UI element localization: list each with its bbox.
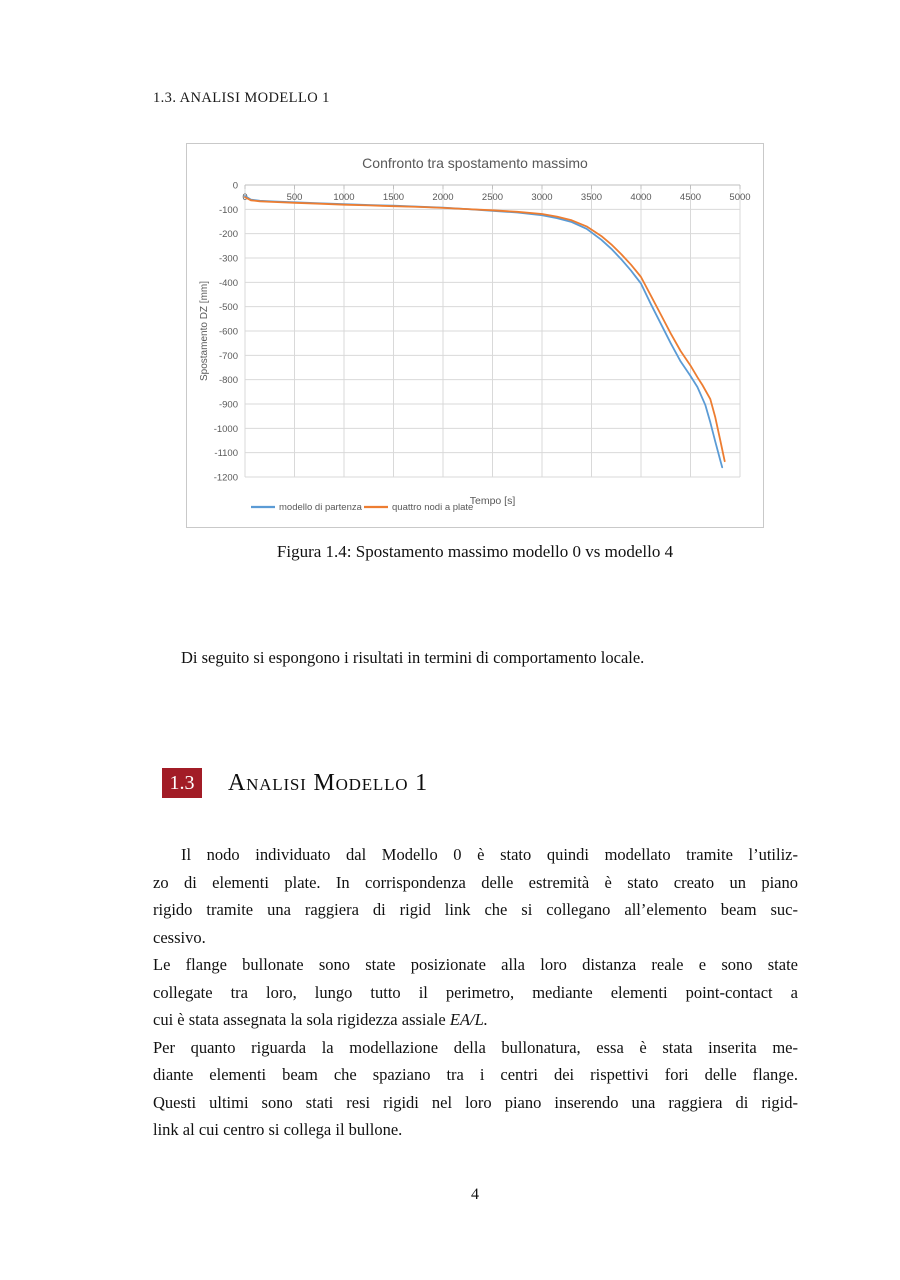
running-header: 1.3. ANALISI MODELLO 1 bbox=[153, 90, 330, 106]
page-number: 4 bbox=[471, 1186, 479, 1203]
x-tick-label: 3000 bbox=[531, 192, 553, 203]
text-line: Per quanto riguarda la modellazione della bullonatura, essa è stata inserita me- bbox=[153, 1037, 798, 1057]
text-line: zo di elementi plate. In corrispondenza delle estremità è stato creato un piano bbox=[153, 872, 798, 892]
section-number-box: 1.3 bbox=[162, 768, 202, 798]
text-line: cessivo. bbox=[153, 927, 206, 947]
section-title: Analisi Modello 1 bbox=[228, 769, 428, 796]
y-tick-label: -1100 bbox=[214, 448, 238, 460]
x-tick-label: 4000 bbox=[630, 192, 652, 203]
x-tick-label: 500 bbox=[286, 192, 303, 203]
text-line: Le flange bullonate sono state posizionate alla loro distanza reale e sono state bbox=[153, 955, 798, 974]
text-line: Questi ultimi sono stati resi rigidi nel loro piano inserendo una raggiera di rigid- bbox=[153, 1092, 798, 1112]
x-tick-label: 2000 bbox=[432, 192, 454, 203]
text-line: rigido tramite una raggiera di rigid link che si collegano all’elemento beam suc- bbox=[153, 900, 798, 919]
section-heading bbox=[162, 768, 428, 798]
y-tick-label: -100 bbox=[218, 204, 238, 216]
x-tick-label: 3500 bbox=[580, 192, 603, 203]
y-tick-label: 0 bbox=[232, 180, 238, 192]
x-tick-label: 0 bbox=[242, 192, 248, 203]
y-tick-label: -600 bbox=[218, 326, 238, 338]
x-tick-label: 5000 bbox=[729, 192, 751, 203]
figure-caption: Figura 1.4: Spostamento massimo modello 0 vs modello 4 bbox=[276, 542, 674, 561]
legend-label-2: quattro nodi a plate bbox=[392, 502, 474, 513]
legend-label-1: modello di partenza bbox=[279, 502, 362, 513]
text-line: cui è stata assegnata la sola rigidezza assiale EA/L. bbox=[153, 1010, 488, 1029]
math-inline: EA/L. bbox=[449, 1010, 488, 1029]
line-chart bbox=[187, 144, 763, 527]
x-tick-label: 1500 bbox=[382, 192, 405, 203]
y-tick-label: -200 bbox=[218, 229, 238, 241]
figure-chart-frame bbox=[186, 143, 764, 528]
y-tick-label: -400 bbox=[218, 277, 238, 289]
chart-title: Confronto tra spostamento massimo bbox=[362, 155, 588, 171]
series-line-quattro-nodi-a-plate bbox=[245, 197, 725, 461]
text-line: link al cui centro si collega il bullone. bbox=[153, 1120, 403, 1139]
y-tick-label: -1000 bbox=[213, 423, 238, 435]
y-tick-label: -700 bbox=[218, 350, 238, 362]
y-tick-label: -500 bbox=[218, 302, 238, 314]
x-tick-label: 4500 bbox=[679, 192, 702, 203]
y-tick-label: -1200 bbox=[213, 472, 238, 484]
y-tick-label: -800 bbox=[218, 375, 238, 387]
text-line: Il nodo individuato dal Modello 0 è stato quindi modellato tramite l’utiliz- bbox=[181, 845, 798, 864]
text-line: collegate tra loro, lungo tutto il perimetro, mediante elementi point-contact a bbox=[153, 982, 798, 1002]
body-text bbox=[153, 841, 798, 1144]
y-axis-title: Spostamento DZ [mm] bbox=[199, 280, 210, 382]
y-tick-label: -300 bbox=[218, 253, 238, 265]
text-line: diante elementi beam che spaziano tra i centri dei rispettivi fori delle flange. bbox=[153, 1065, 798, 1084]
x-axis-title: Tempo [s] bbox=[469, 495, 516, 507]
x-tick-label: 2500 bbox=[481, 192, 504, 203]
y-tick-label: -900 bbox=[218, 399, 238, 411]
x-tick-label: 1000 bbox=[333, 192, 355, 203]
intro-paragraph: Di seguito si espongono i risultati in termini di comportamento locale. bbox=[181, 648, 645, 667]
series-line-modello-di-partenza bbox=[245, 196, 722, 467]
